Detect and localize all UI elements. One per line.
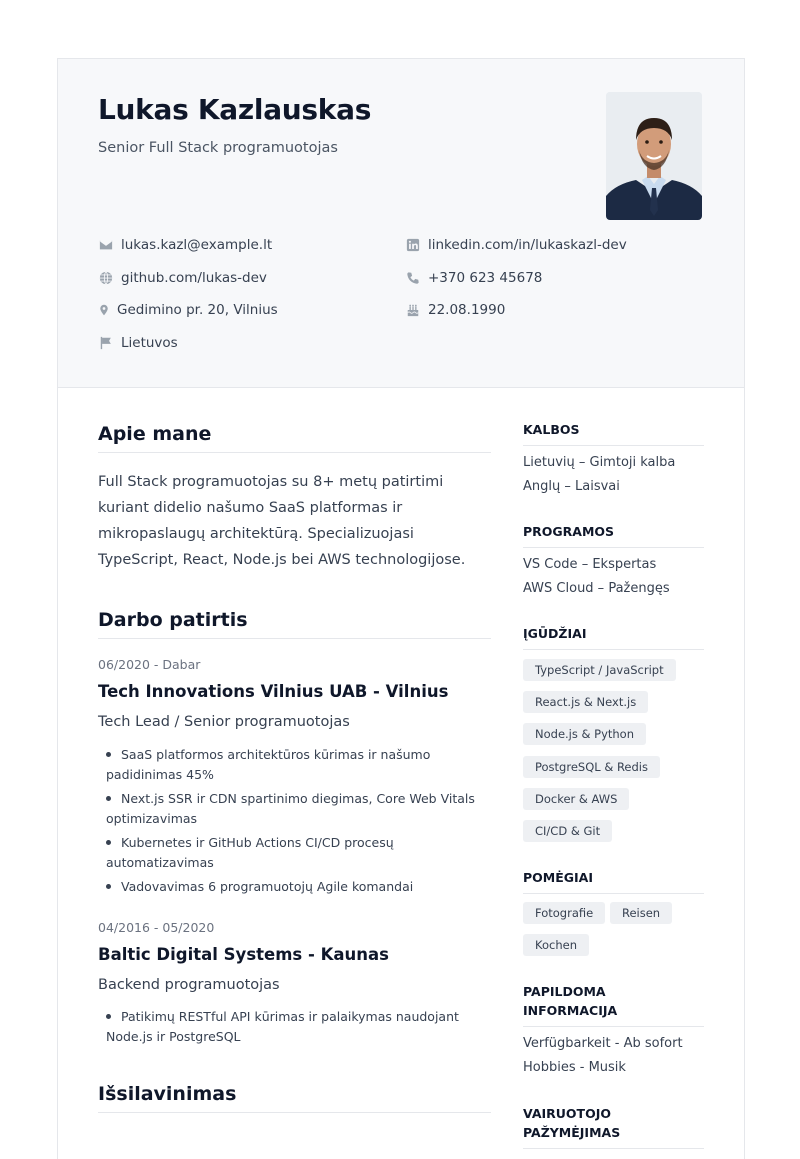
- contact-linkedin-text: linkedin.com/in/lukaskazl-dev: [428, 237, 627, 253]
- profile-photo-image: [606, 92, 702, 220]
- contact-nationality-text: Lietuvos: [121, 335, 178, 351]
- contact-birthday: [405, 302, 505, 318]
- languages-heading: KALBOS: [523, 420, 704, 446]
- programs-heading: PROGRAMOS: [523, 522, 704, 548]
- job-bullets: [106, 745, 491, 901]
- job-bullets: [106, 1007, 491, 1051]
- job-date: 04/2016 - 05/2020: [98, 920, 215, 935]
- job-bullet: Vadovavimas 6 programuotojų Agile komandai: [106, 877, 491, 897]
- additional-item: Verfügbarkeit - Ab sofort: [523, 1036, 683, 1051]
- skill-tag: React.js & Next.js: [523, 691, 648, 713]
- contact-address: [98, 302, 278, 318]
- contact-github[interactable]: [98, 270, 267, 286]
- job-title: Senior Full Stack programuotojas: [98, 140, 338, 156]
- job-date: 06/2020 - Dabar: [98, 657, 201, 672]
- skill-tag: Node.js & Python: [523, 723, 646, 745]
- additional-item: Hobbies - Musik: [523, 1060, 626, 1075]
- skill-tag: PostgreSQL & Redis: [523, 756, 660, 778]
- contact-address-text: Gedimino pr. 20, Vilnius: [117, 302, 278, 318]
- language-item: Lietuvių – Gimtoji kalba: [523, 455, 676, 470]
- profile-photo: [606, 92, 702, 220]
- contact-birthday-text: 22.08.1990: [428, 302, 506, 318]
- cv-page: [57, 58, 745, 1159]
- contact-nationality: [98, 335, 178, 351]
- birthday-cake-icon: [405, 302, 421, 318]
- driving-license-heading: VAIRUOTOJO PAŽYMĖJIMAS: [523, 1104, 704, 1149]
- contact-linkedin[interactable]: [405, 237, 627, 253]
- education-heading: Išsilavinimas: [98, 1083, 491, 1113]
- experience-heading: Darbo patirtis: [98, 609, 491, 639]
- cv-header: [58, 59, 744, 388]
- program-item: VS Code – Ekspertas: [523, 557, 657, 572]
- job-company: Baltic Digital Systems - Kaunas: [98, 945, 389, 964]
- map-pin-icon: [98, 302, 110, 318]
- contact-phone-text: +370 623 45678: [428, 270, 543, 286]
- job-role: Backend programuotojas: [98, 977, 280, 993]
- hobby-tag: Reisen: [610, 902, 672, 924]
- skills-heading: ĮGŪDŽIAI: [523, 624, 704, 650]
- skill-tag: TypeScript / JavaScript: [523, 659, 676, 681]
- phone-icon: [405, 270, 421, 286]
- hobbies-heading: POMĖGIAI: [523, 868, 704, 894]
- contact-phone[interactable]: [405, 270, 542, 286]
- contact-email[interactable]: [98, 237, 272, 253]
- job-bullet: Patikimų RESTful API kūrimas ir palaikymas naudojant Node.js ir PostgreSQL: [106, 1009, 459, 1044]
- contact-email-text: lukas.kazl@example.lt: [121, 237, 273, 253]
- about-heading: Apie mane: [98, 423, 491, 453]
- job-bullet: Kubernetes ir GitHub Actions CI/CD procesų automatizavimas: [106, 835, 394, 870]
- job-bullet: SaaS platformos architektūros kūrimas ir našumo padidinimas 45%: [106, 747, 431, 782]
- job-role: Tech Lead / Senior programuotojas: [98, 714, 350, 730]
- globe-icon: [98, 270, 114, 286]
- linkedin-icon: [405, 237, 421, 253]
- about-text: Full Stack programuotojas su 8+ metų patirtimi kuriant didelio našumo SaaS platformas ir mikropaslaugų architektūrą. Specializuojasi TypeScript, React, Node.js bei AWS technologijose.: [98, 474, 466, 568]
- job-bullet: Next.js SSR ir CDN spartinimo diegimas, Core Web Vitals optimizavimas: [106, 791, 475, 826]
- additional-heading: PAPILDOMA INFORMACIJA: [523, 982, 704, 1027]
- flag-icon: [98, 335, 114, 351]
- contact-github-text: github.com/lukas-dev: [121, 270, 267, 286]
- job-company: Tech Innovations Vilnius UAB - Vilnius: [98, 682, 449, 701]
- person-name: Lukas Kazlauskas: [98, 93, 372, 126]
- hobby-tag: Kochen: [523, 934, 589, 956]
- skill-tag: Docker & AWS: [523, 788, 629, 810]
- skill-tag: CI/CD & Git: [523, 820, 612, 842]
- hobby-tag: Fotografie: [523, 902, 605, 924]
- program-item: AWS Cloud – Pažengęs: [523, 581, 670, 596]
- language-item: Anglų – Laisvai: [523, 479, 620, 494]
- envelope-icon: [98, 237, 114, 253]
